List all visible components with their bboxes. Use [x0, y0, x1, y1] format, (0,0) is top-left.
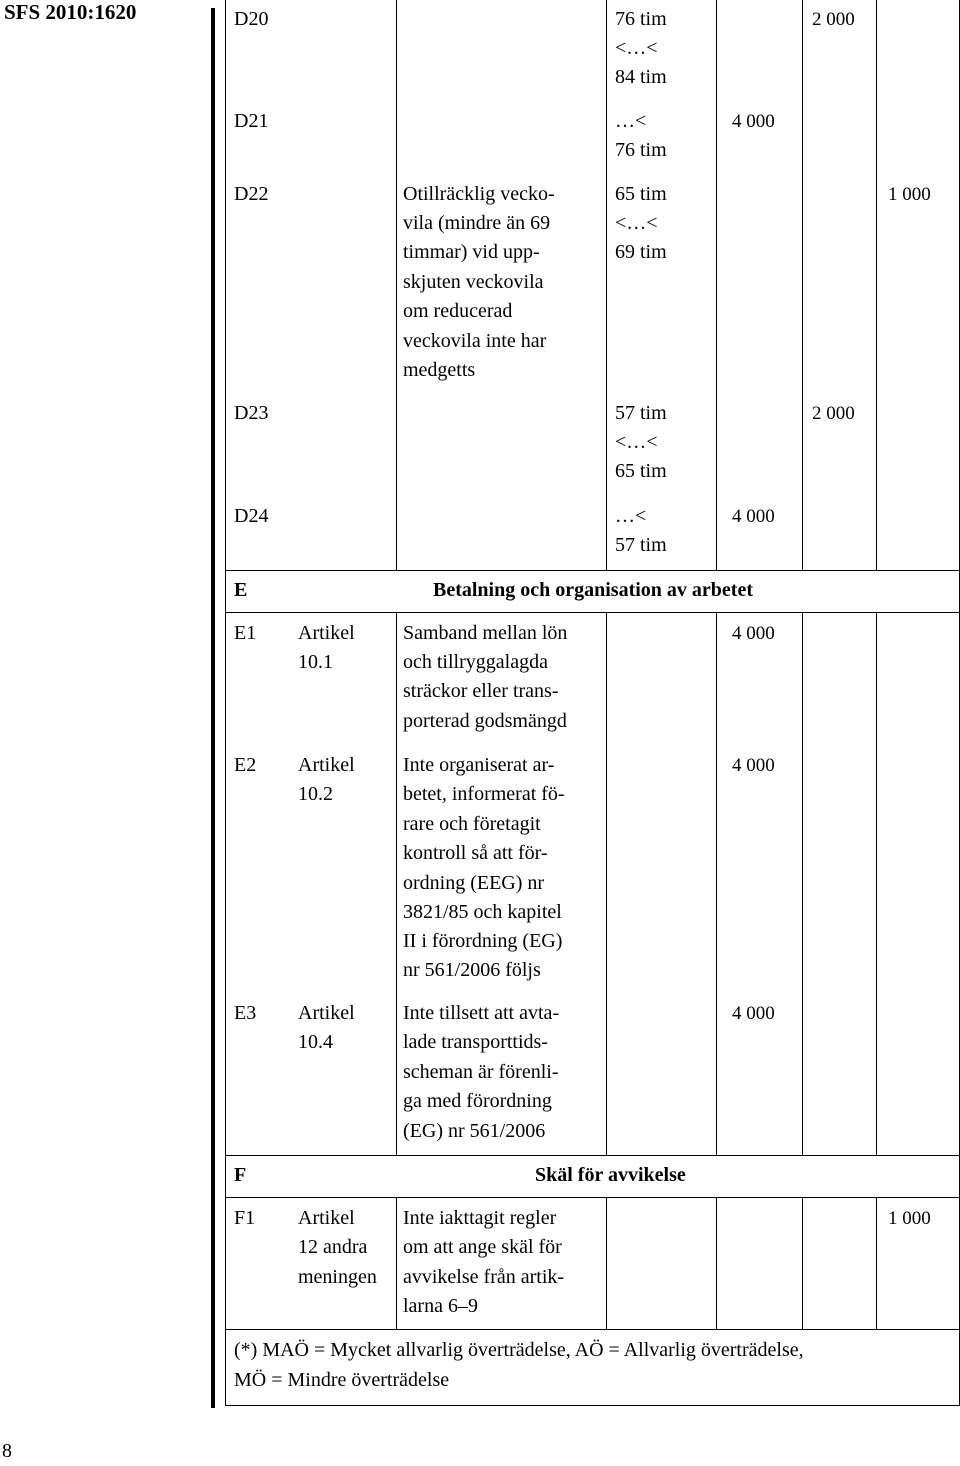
desc-line: II i förordning (EG) [403, 930, 563, 952]
margin-rule [211, 8, 215, 1408]
amount-value: 4 000 [732, 1003, 775, 1024]
desc-line: Inte tillsett att avta- [403, 1002, 560, 1024]
rule-after-e [226, 612, 959, 613]
col-divider-mo [876, 0, 877, 570]
limit-line: 76 tim [615, 8, 667, 30]
article-line: Artikel [298, 754, 355, 776]
row-code: D23 [234, 402, 269, 424]
limit-line: <…< [615, 431, 658, 453]
desc-line: rare och företagit [403, 813, 541, 835]
desc-line: avvikelse från artik- [403, 1266, 565, 1288]
row-code: E1 [234, 622, 257, 644]
penalty-table [225, 0, 960, 1406]
desc-line: timmar) vid upp- [403, 241, 540, 263]
desc-line: skjuten veckovila [403, 271, 544, 293]
desc-line: betet, informerat fö- [403, 783, 565, 805]
desc-line: nr 561/2006 följs [403, 959, 541, 981]
amount-value: 4 000 [732, 111, 775, 132]
article-line: Artikel [298, 1207, 355, 1229]
desc-line: veckovila inte har [403, 330, 547, 352]
document-code: SFS 2010:1620 [4, 0, 137, 24]
row-code: D22 [234, 183, 269, 205]
amount-value: 1 000 [888, 184, 931, 205]
desc-line: porterad godsmängd [403, 710, 567, 732]
footnote-line: MÖ = Mindre överträdelse [234, 1369, 450, 1391]
col-divider-f-limit [606, 1197, 607, 1329]
desc-line: vila (mindre än 69 [403, 212, 551, 234]
section-title: Skäl för avvikelse [535, 1164, 686, 1186]
rule-after-f [226, 1197, 959, 1198]
col-divider-e-mao [716, 612, 717, 1155]
col-divider-desc [396, 0, 397, 570]
desc-line: sträckor eller trans- [403, 680, 559, 702]
col-divider-e-ao [802, 612, 803, 1155]
desc-line: och tillryggalagda [403, 651, 548, 673]
desc-line: (EG) nr 561/2006 [403, 1120, 546, 1142]
limit-line: 57 tim [615, 402, 667, 424]
section-code: F [234, 1164, 247, 1186]
col-divider-ao [802, 0, 803, 570]
col-divider-mao [716, 0, 717, 570]
rule-before-footnote [226, 1329, 959, 1330]
amount-value: 2 000 [812, 403, 855, 424]
limit-line: 69 tim [615, 241, 667, 263]
amount-value: 2 000 [812, 9, 855, 30]
limit-line: <…< [615, 37, 658, 59]
row-code: E2 [234, 754, 257, 776]
amount-value: 1 000 [888, 1208, 931, 1229]
article-line: 10.4 [298, 1031, 333, 1053]
desc-line: ga med förordning [403, 1090, 552, 1112]
page-number: 8 [2, 1440, 12, 1462]
limit-line: 65 tim [615, 460, 667, 482]
limit-line: …< [615, 505, 647, 527]
col-divider-f-mao [716, 1197, 717, 1329]
amount-value: 4 000 [732, 623, 775, 644]
desc-line: scheman är förenli- [403, 1061, 559, 1083]
article-line: 12 andra [298, 1236, 368, 1258]
amount-value: 4 000 [732, 506, 775, 527]
desc-line: ordning (EEG) nr [403, 872, 545, 894]
section-title: Betalning och organisation av arbetet [433, 579, 753, 601]
row-code: D21 [234, 110, 269, 132]
col-divider-e-limit [606, 612, 607, 1155]
amount-value: 4 000 [732, 755, 775, 776]
rule-before-e [226, 570, 959, 571]
col-divider-f-mo [876, 1197, 877, 1329]
article-line: Artikel [298, 622, 355, 644]
desc-line: lade transporttids- [403, 1031, 548, 1053]
desc-line: Otillräcklig vecko- [403, 183, 555, 205]
desc-line: kontroll så att för- [403, 842, 548, 864]
col-divider-f-ao [802, 1197, 803, 1329]
limit-line: <…< [615, 212, 658, 234]
rule-before-f [226, 1155, 959, 1156]
desc-line: om att ange skäl för [403, 1236, 562, 1258]
article-line: 10.1 [298, 651, 333, 673]
desc-line: medgetts [403, 359, 476, 381]
desc-line: larna 6–9 [403, 1295, 478, 1317]
desc-line: Inte iakttagit regler [403, 1207, 557, 1229]
col-divider-e-mo [876, 612, 877, 1155]
limit-line: …< [615, 110, 647, 132]
row-code: E3 [234, 1002, 257, 1024]
article-line: meningen [298, 1266, 377, 1288]
desc-line: 3821/85 och kapitel [403, 901, 562, 923]
desc-line: Samband mellan lön [403, 622, 568, 644]
col-divider-e-desc [396, 612, 397, 1155]
footnote-line: (*) MAÖ = Mycket allvarlig överträdelse, AÖ = Allvarlig överträdelse, [234, 1339, 804, 1361]
row-code: D24 [234, 505, 269, 527]
section-code: E [234, 579, 248, 601]
article-line: 10.2 [298, 783, 333, 805]
desc-line: om reducerad [403, 300, 513, 322]
row-code: D20 [234, 8, 269, 30]
row-code: F1 [234, 1207, 256, 1229]
col-divider-f-desc [396, 1197, 397, 1329]
limit-line: 84 tim [615, 66, 667, 88]
desc-line: Inte organiserat ar- [403, 754, 555, 776]
limit-line: 76 tim [615, 139, 667, 161]
article-line: Artikel [298, 1002, 355, 1024]
limit-line: 57 tim [615, 534, 667, 556]
limit-line: 65 tim [615, 183, 667, 205]
col-divider-limit [606, 0, 607, 570]
